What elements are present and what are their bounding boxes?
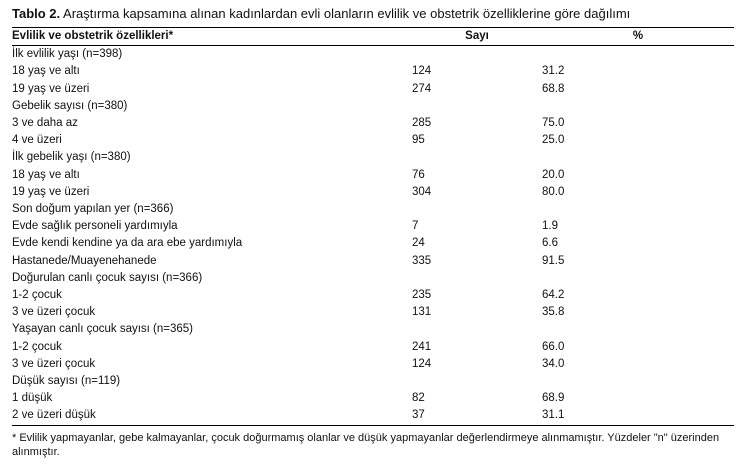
row-percent: 1.9 [542, 220, 558, 233]
row-percent: 34.0 [542, 357, 565, 370]
row-label: 3 ve daha az [12, 117, 78, 130]
row-count: 76 [412, 168, 425, 181]
group-header-row [12, 201, 734, 218]
data-table [12, 27, 734, 426]
group-title: Yaşayan canlı çocuk sayısı (n=365) [12, 323, 194, 336]
table-row [12, 304, 734, 321]
table-row [12, 115, 734, 132]
row-percent: 6.6 [542, 237, 558, 250]
row-percent: 68.9 [542, 392, 565, 405]
row-label: 19 yaş ve üzeri [12, 185, 90, 198]
row-percent: 91.5 [542, 254, 565, 267]
row-percent: 75.0 [542, 117, 565, 130]
row-count: 7 [412, 220, 419, 233]
row-count: 82 [412, 392, 425, 405]
row-percent: 35.8 [542, 306, 565, 319]
row-count: 37 [412, 409, 425, 422]
group-title: İlk gebelik yaşı (n=380) [12, 151, 131, 164]
group-header-row [12, 270, 734, 287]
group-title: Son doğum yapılan yer (n=366) [12, 203, 174, 216]
row-label: Evde kendi kendine ya da ara ebe yardımıyla [12, 237, 243, 250]
row-percent: 25.0 [542, 134, 565, 147]
table-footnote: * Evlilik yapmayanlar, gebe kalmayanlar, çocuk doğurmamış olanlar ve düşük yapmayanlar değerlendirmeye alınmamıştır. Yüzdeler "n" üzerinden alınmıştır. [12, 432, 720, 458]
table-row [12, 356, 734, 373]
group-title: Düşük sayısı (n=119) [12, 375, 121, 388]
row-percent: 64.2 [542, 289, 565, 302]
group-header-row [12, 149, 734, 166]
row-label: 3 ve üzeri çocuk [12, 357, 96, 370]
table-row [12, 407, 734, 425]
row-count: 24 [412, 237, 425, 250]
row-label: 2 ve üzeri düşük [12, 409, 96, 422]
column-header-characteristics: Evlilik ve obstetrik özellikleri* [12, 30, 174, 42]
table-row [12, 253, 734, 270]
group-header-row [12, 373, 734, 390]
row-label: 4 ve üzeri [12, 134, 62, 147]
row-label: 19 yaş ve üzeri [12, 82, 90, 95]
row-count: 131 [412, 306, 432, 319]
table-row [12, 339, 734, 356]
table-row [12, 287, 734, 304]
table-row [12, 132, 734, 149]
row-label: Evde sağlık personeli yardımıyla [12, 220, 178, 233]
row-count: 304 [412, 185, 432, 198]
row-count: 95 [412, 134, 425, 147]
table-row [12, 218, 734, 235]
table-row [12, 235, 734, 252]
table-row [12, 390, 734, 407]
group-header-row [12, 321, 734, 338]
row-percent: 66.0 [542, 340, 565, 353]
row-count: 285 [412, 117, 432, 130]
table-row [12, 81, 734, 98]
row-percent: 68.8 [542, 82, 565, 95]
row-label: 1-2 çocuk [12, 289, 62, 302]
group-header-row [12, 98, 734, 115]
table-header-row [12, 28, 734, 46]
table-caption-text: Araştırma kapsamına alınan kadınlardan evli olanların evlilik ve obstetrik özelliklerine göre dağılımı [60, 6, 631, 21]
row-label: 18 yaş ve altı [12, 65, 80, 78]
table-row [12, 167, 734, 184]
row-percent: 31.2 [542, 65, 565, 78]
row-label: 1-2 çocuk [12, 340, 62, 353]
row-count: 274 [412, 82, 432, 95]
group-title: Doğurulan canlı çocuk sayısı (n=366) [12, 271, 203, 284]
table-row [12, 63, 734, 80]
row-label: 18 yaş ve altı [12, 168, 80, 181]
column-header-percent: % [632, 30, 644, 42]
column-header-count: Sayı [465, 30, 489, 42]
group-title: Gebelik sayısı (n=380) [12, 99, 128, 112]
row-count: 335 [412, 254, 432, 267]
row-percent: 20.0 [542, 168, 565, 181]
group-title: İlk evlilik yaşı (n=398) [12, 48, 123, 61]
row-count: 241 [412, 340, 432, 353]
row-percent: 80.0 [542, 185, 565, 198]
row-label: 3 ve üzeri çocuk [12, 306, 96, 319]
row-label: Hastanede/Muayenehanede [12, 254, 157, 267]
table-caption-lead: Tablo 2. [12, 6, 61, 21]
row-count: 235 [412, 289, 432, 302]
table-caption [12, 6, 630, 21]
row-percent: 31.1 [542, 409, 565, 422]
group-header-row [12, 46, 734, 64]
row-count: 124 [412, 65, 432, 78]
table-row [12, 184, 734, 201]
row-count: 124 [412, 357, 432, 370]
row-label: 1 düşük [12, 392, 53, 405]
table-body [12, 46, 734, 425]
